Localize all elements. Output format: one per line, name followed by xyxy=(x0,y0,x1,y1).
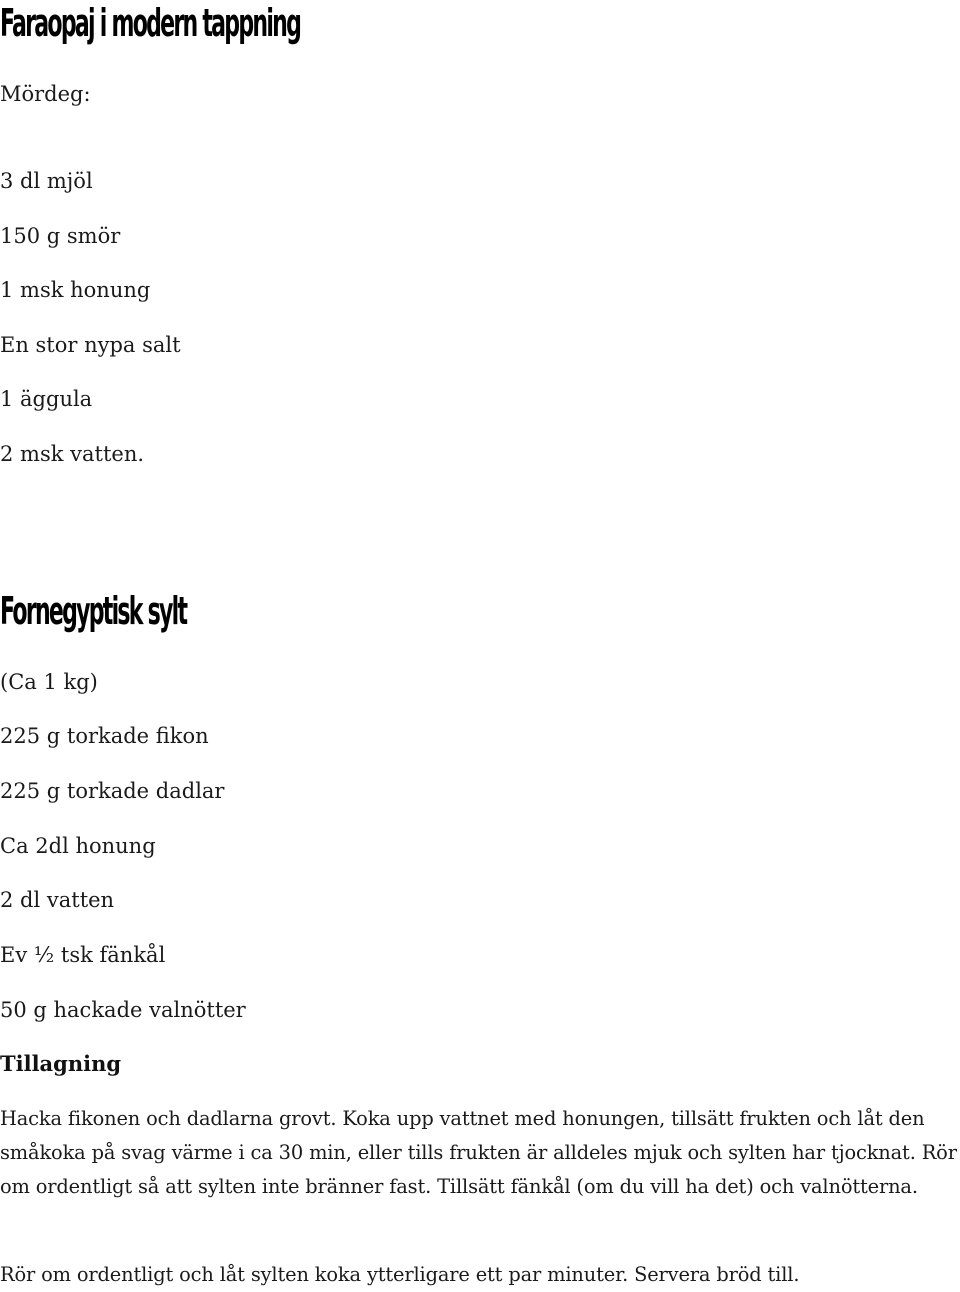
ingredient-item: 50 g hackade valnötter xyxy=(0,998,246,1022)
ingredient-item: En stor nypa salt xyxy=(0,333,181,357)
ingredient-item: 2 dl vatten xyxy=(0,888,115,912)
ingredient-item: 1 äggula xyxy=(0,387,93,411)
method-paragraph: Rör om ordentligt och låt sylten koka ytterligare ett par minuter. Servera bröd till. xyxy=(0,1263,800,1286)
recipe-title-faraopaj: Faraopaj i modern tappning xyxy=(0,1,301,45)
ingredient-item: 225 g torkade fikon xyxy=(0,724,209,748)
ingredient-item: 1 msk honung xyxy=(0,278,151,302)
method-heading: Tillagning xyxy=(0,1051,122,1076)
ingredient-item: 225 g torkade dadlar xyxy=(0,779,225,803)
ingredient-item: Ev ½ tsk fänkål xyxy=(0,943,166,967)
yield-text: (Ca 1 kg) xyxy=(0,670,98,694)
ingredient-item: Ca 2dl honung xyxy=(0,834,156,858)
ingredient-item: 150 g smör xyxy=(0,224,121,248)
pastry-subtitle: Mördeg: xyxy=(0,82,91,106)
ingredient-item: 2 msk vatten. xyxy=(0,442,145,466)
method-paragraph: Hacka fikonen och dadlarna grovt. Koka upp vattnet med honungen, tillsätt frukten och låt den småkoka på svag värme i ca 30 min, eller tills frukten är alldeles mjuk och sylten har tjocknat. Rör om ordentligt så att sylten inte bränner fast. Tillsätt fänkål (om du vill ha det) och valnötterna. xyxy=(0,1107,957,1198)
ingredient-item: 3 dl mjöl xyxy=(0,169,93,193)
recipe-title-sylt: Fornegyptisk sylt xyxy=(0,589,187,633)
